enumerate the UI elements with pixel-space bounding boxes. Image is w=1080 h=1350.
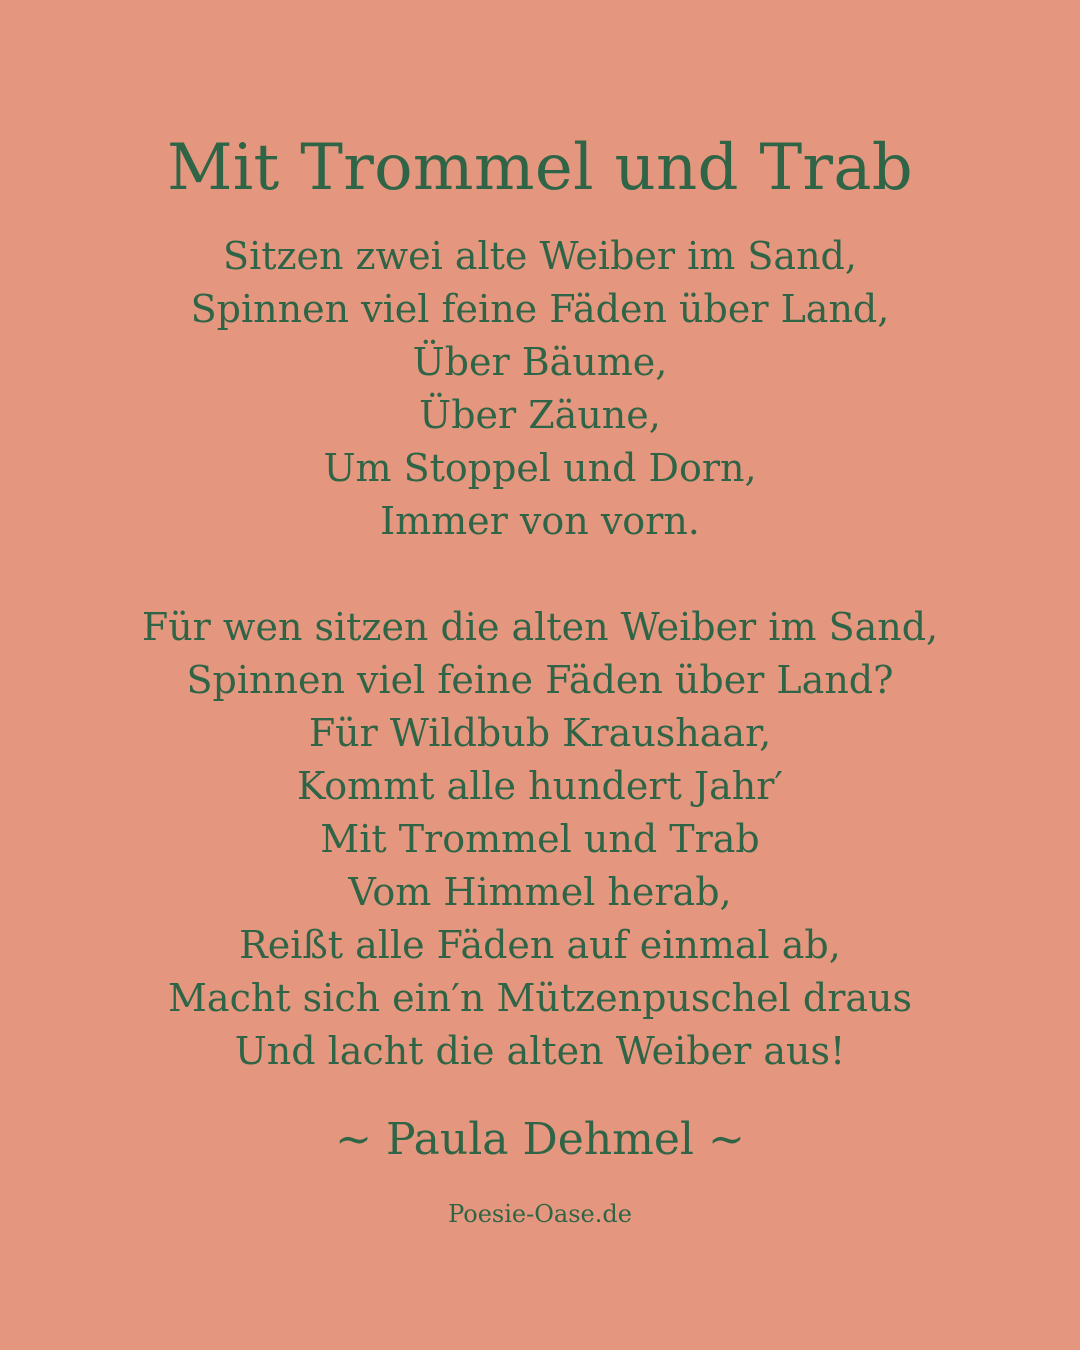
- poem-title: Mit Trommel und Trab: [166, 131, 914, 205]
- poem-body: [0, 230, 1080, 1078]
- poem-line: Und lacht die alten Weiber aus!: [234, 1029, 846, 1073]
- stanza-1: [0, 230, 1080, 548]
- poem-line: Für Wildbub Kraushaar,: [308, 711, 772, 755]
- poem-line: Macht sich ein′n Mützenpuschel draus: [168, 976, 912, 1020]
- poem-line: Um Stoppel und Dorn,: [323, 446, 757, 490]
- poem-line: Über Zäune,: [419, 393, 661, 437]
- poem-line: Sitzen zwei alte Weiber im Sand,: [223, 234, 857, 278]
- stanza-2: [0, 601, 1080, 1078]
- poem-line: Mit Trommel und Trab: [320, 817, 760, 861]
- poem-line: Spinnen viel feine Fäden über Land,: [190, 287, 890, 331]
- poem-line: Für wen sitzen die alten Weiber im Sand,: [141, 605, 939, 649]
- poem-line: Spinnen viel feine Fäden über Land?: [186, 658, 894, 702]
- poem-line: Kommt alle hundert Jahr′: [296, 764, 784, 808]
- website-credit: Poesie-Oase.de: [448, 1200, 632, 1228]
- poem-line: Reißt alle Fäden auf einmal ab,: [239, 923, 841, 967]
- poem-line: Immer von vorn.: [380, 499, 700, 543]
- poem-line: Vom Himmel herab,: [348, 870, 732, 914]
- poem-line: Über Bäume,: [412, 340, 668, 384]
- author-signature: ~ Paula Dehmel ~: [335, 1114, 745, 1165]
